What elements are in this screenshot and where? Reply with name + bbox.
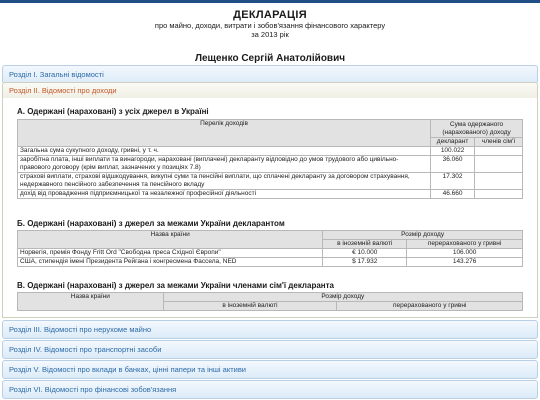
income-declarant: 36.060	[431, 156, 475, 173]
col-country: Назва країни	[18, 293, 164, 311]
page-title: ДЕКЛАРАЦІЯ	[233, 9, 307, 21]
person-name: Лещенко Сергій Анатолійович	[194, 53, 346, 64]
foreign-income-currency: € 10.000	[323, 249, 407, 258]
col-income-list: Перелік доходів	[18, 120, 431, 147]
col-amount: Розмір доходу	[163, 293, 522, 302]
section-2-header[interactable]	[2, 82, 538, 99]
foreign-income-uah: 106.000	[407, 249, 523, 258]
table-row	[18, 156, 523, 173]
table-row	[18, 249, 523, 258]
income-label: Загальна сума сукупного доходу, гривні, у т. ч.	[18, 147, 431, 156]
section-2-label: Розділ II. Відомості про доходи	[9, 86, 117, 95]
income-label: дохід від провадження підприємницької та незалежної професійної діяльності	[18, 190, 431, 199]
col-foreign: в іноземній валюті	[163, 302, 337, 311]
income-a-title: А. Одержані (нараховані) з усіх джерел в Україні	[17, 107, 209, 116]
table-row	[18, 258, 523, 267]
income-family	[475, 173, 523, 190]
income-label: страхові виплати, страхові відшкодування, викупні суми та пенсійні виплати, що сплачені декларанту за договором страхування, недержавного пенсійного забезпечення та пенсійного вкладу	[18, 173, 431, 190]
income-declarant: 100.022	[431, 147, 475, 156]
foreign-income-currency: $ 17.932	[323, 258, 407, 267]
table-row	[18, 147, 523, 156]
section-6-header[interactable]	[2, 380, 538, 399]
income-c-title: В. Одержані (нараховані) з джерел за межами України членами сім'ї декларанта	[17, 281, 334, 290]
section-1-label: Розділ I. Загальні відомості	[9, 70, 104, 79]
income-declarant: 46.660	[431, 190, 475, 199]
col-uah: перерахованого у гривні	[407, 240, 523, 249]
table-row	[18, 190, 523, 199]
section-4-label: Розділ IV. Відомості про транспортні засоби	[9, 345, 162, 354]
col-country: Назва країни	[18, 231, 323, 249]
income-declarant: 17.302	[431, 173, 475, 190]
income-b-title: Б. Одержані (нараховані) з джерел за межами України декларантом	[17, 219, 285, 228]
income-a-table	[17, 119, 523, 199]
section-4-header[interactable]	[2, 340, 538, 359]
col-income-amount: Сума одержаного (нарахованого) доходу	[431, 120, 523, 138]
income-c-table	[17, 292, 523, 311]
col-declarant: декларант	[431, 138, 475, 147]
top-bar	[0, 0, 540, 3]
col-uah: перерахованого у гривні	[337, 302, 523, 311]
declaration-header	[0, 9, 540, 39]
col-amount: Розмір доходу	[323, 231, 523, 240]
income-b-table	[17, 230, 523, 267]
year-line: за 2013 рік	[251, 30, 289, 39]
col-foreign: в іноземній валюті	[323, 240, 407, 249]
col-family: членів сім'ї	[475, 138, 523, 147]
section-5-header[interactable]	[2, 360, 538, 379]
income-family	[475, 156, 523, 173]
income-family	[475, 147, 523, 156]
foreign-income-country: США, стипендія імені Президента Рейгана і конгресмена Фассела, NED	[18, 258, 323, 267]
section-6-label: Розділ VI. Відомості про фінансові зобов'язання	[9, 385, 177, 394]
page-subtitle: про майно, доходи, витрати і зобов'язання фінансового характеру	[154, 21, 386, 30]
income-label: заробітна плата, інші виплати та винагороди, нараховані (виплачені) декларанту відповідно до умов трудового або цивільно-правового договору (крім виплат, зазначених у позиціях 7.8)	[18, 156, 431, 173]
foreign-income-uah: 143.276	[407, 258, 523, 267]
section-3-header[interactable]	[2, 320, 538, 339]
table-row	[18, 173, 523, 190]
section-5-label: Розділ V. Відомості про вклади в банках, цінні папери та інші активи	[9, 365, 246, 374]
income-family	[475, 190, 523, 199]
foreign-income-country: Норвегія, премія Фонду Fritt Ord "Свободна преса Східної Європи"	[18, 249, 323, 258]
section-3-label: Розділ III. Відомості про нерухоме майно	[9, 325, 152, 334]
